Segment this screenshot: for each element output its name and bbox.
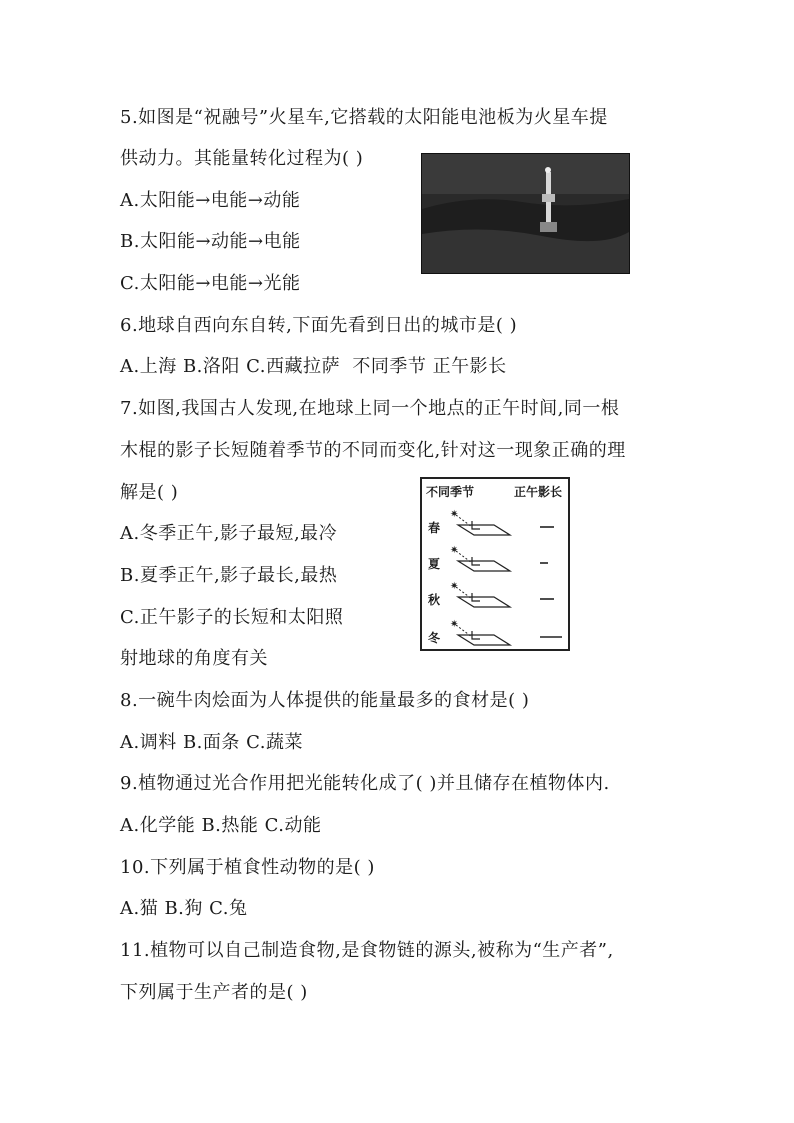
q7-stem-line2: 木棍的影子长短随着季节的不同而变化,针对这一现象正确的理	[120, 440, 626, 461]
q7-option-c-line1: C.正午影子的长短和太阳照	[120, 607, 344, 628]
season-summer: 夏	[428, 557, 441, 571]
q5-option-b: B.太阳能→动能→电能	[120, 231, 301, 252]
q5-stem-line2: 供动力。其能量转化过程为( )	[120, 148, 364, 169]
q5-stem-line1: 5.如图是“祝融号”火星车,它搭载的太阳能电池板为火星车提	[120, 107, 608, 128]
season-autumn: 秋	[428, 593, 441, 607]
q10-options: A.猫 B.狗 C.兔	[120, 898, 248, 919]
q8-options: A.调料 B.面条 C.蔬菜	[120, 732, 303, 753]
ground-plate	[458, 635, 510, 645]
season-diagram	[422, 479, 568, 649]
q11-stem-line1: 11.植物可以自己制造食物,是食物链的源头,被称为“生产者”,	[120, 940, 614, 961]
q7-option-c-line2: 射地球的角度有关	[120, 648, 268, 669]
q5-option-c: C.太阳能→电能→光能	[120, 273, 301, 294]
q9-options: A.化学能 B.热能 C.动能	[120, 815, 322, 836]
sun-icon: ✷	[450, 581, 459, 592]
ground-plate	[458, 561, 510, 571]
mars-rover-image	[422, 154, 629, 273]
q5-option-a: A.太阳能→电能→动能	[120, 190, 301, 211]
q11-stem-line2: 下列属于生产者的是( )	[120, 982, 308, 1003]
q6-stem: 6.地球自西向东自转,下面先看到日出的城市是( )	[120, 315, 518, 336]
sun-icon: ✷	[450, 545, 459, 556]
q6-stray-labels: 不同季节 正午影长	[352, 356, 507, 377]
q7-stem-line3: 解是( )	[120, 482, 179, 503]
ground-plate	[458, 597, 510, 607]
mars-rover-photo	[421, 153, 630, 274]
q9-stem: 9.植物通过光合作用把光能转化成了( )并且储存在植物体内.	[120, 773, 610, 794]
sun-icon: ✷	[450, 619, 459, 630]
sun-icon: ✷	[450, 509, 459, 520]
q10-stem: 10.下列属于植食性动物的是( )	[120, 857, 375, 878]
q7-option-b: B.夏季正午,影子最长,最热	[120, 565, 338, 586]
season-shadow-figure	[420, 477, 570, 651]
q8-stem: 8.一碗牛肉烩面为人体提供的能量最多的食材是( )	[120, 690, 530, 711]
q7-option-a: A.冬季正午,影子最短,最冷	[120, 523, 338, 544]
season-spring: 春	[428, 521, 441, 535]
q7-stem-line1: 7.如图,我国古人发现,在地球上同一个地点的正午时间,同一根	[120, 398, 620, 419]
figure-header-shadow: 正午影长	[514, 485, 563, 499]
figure-header-seasons: 不同季节	[426, 485, 475, 499]
ground-plate	[458, 525, 510, 535]
season-winter: 冬	[428, 631, 441, 645]
q6-options	[120, 355, 507, 379]
q6-options-text: A.上海 B.洛阳 C.西藏拉萨	[120, 356, 340, 377]
